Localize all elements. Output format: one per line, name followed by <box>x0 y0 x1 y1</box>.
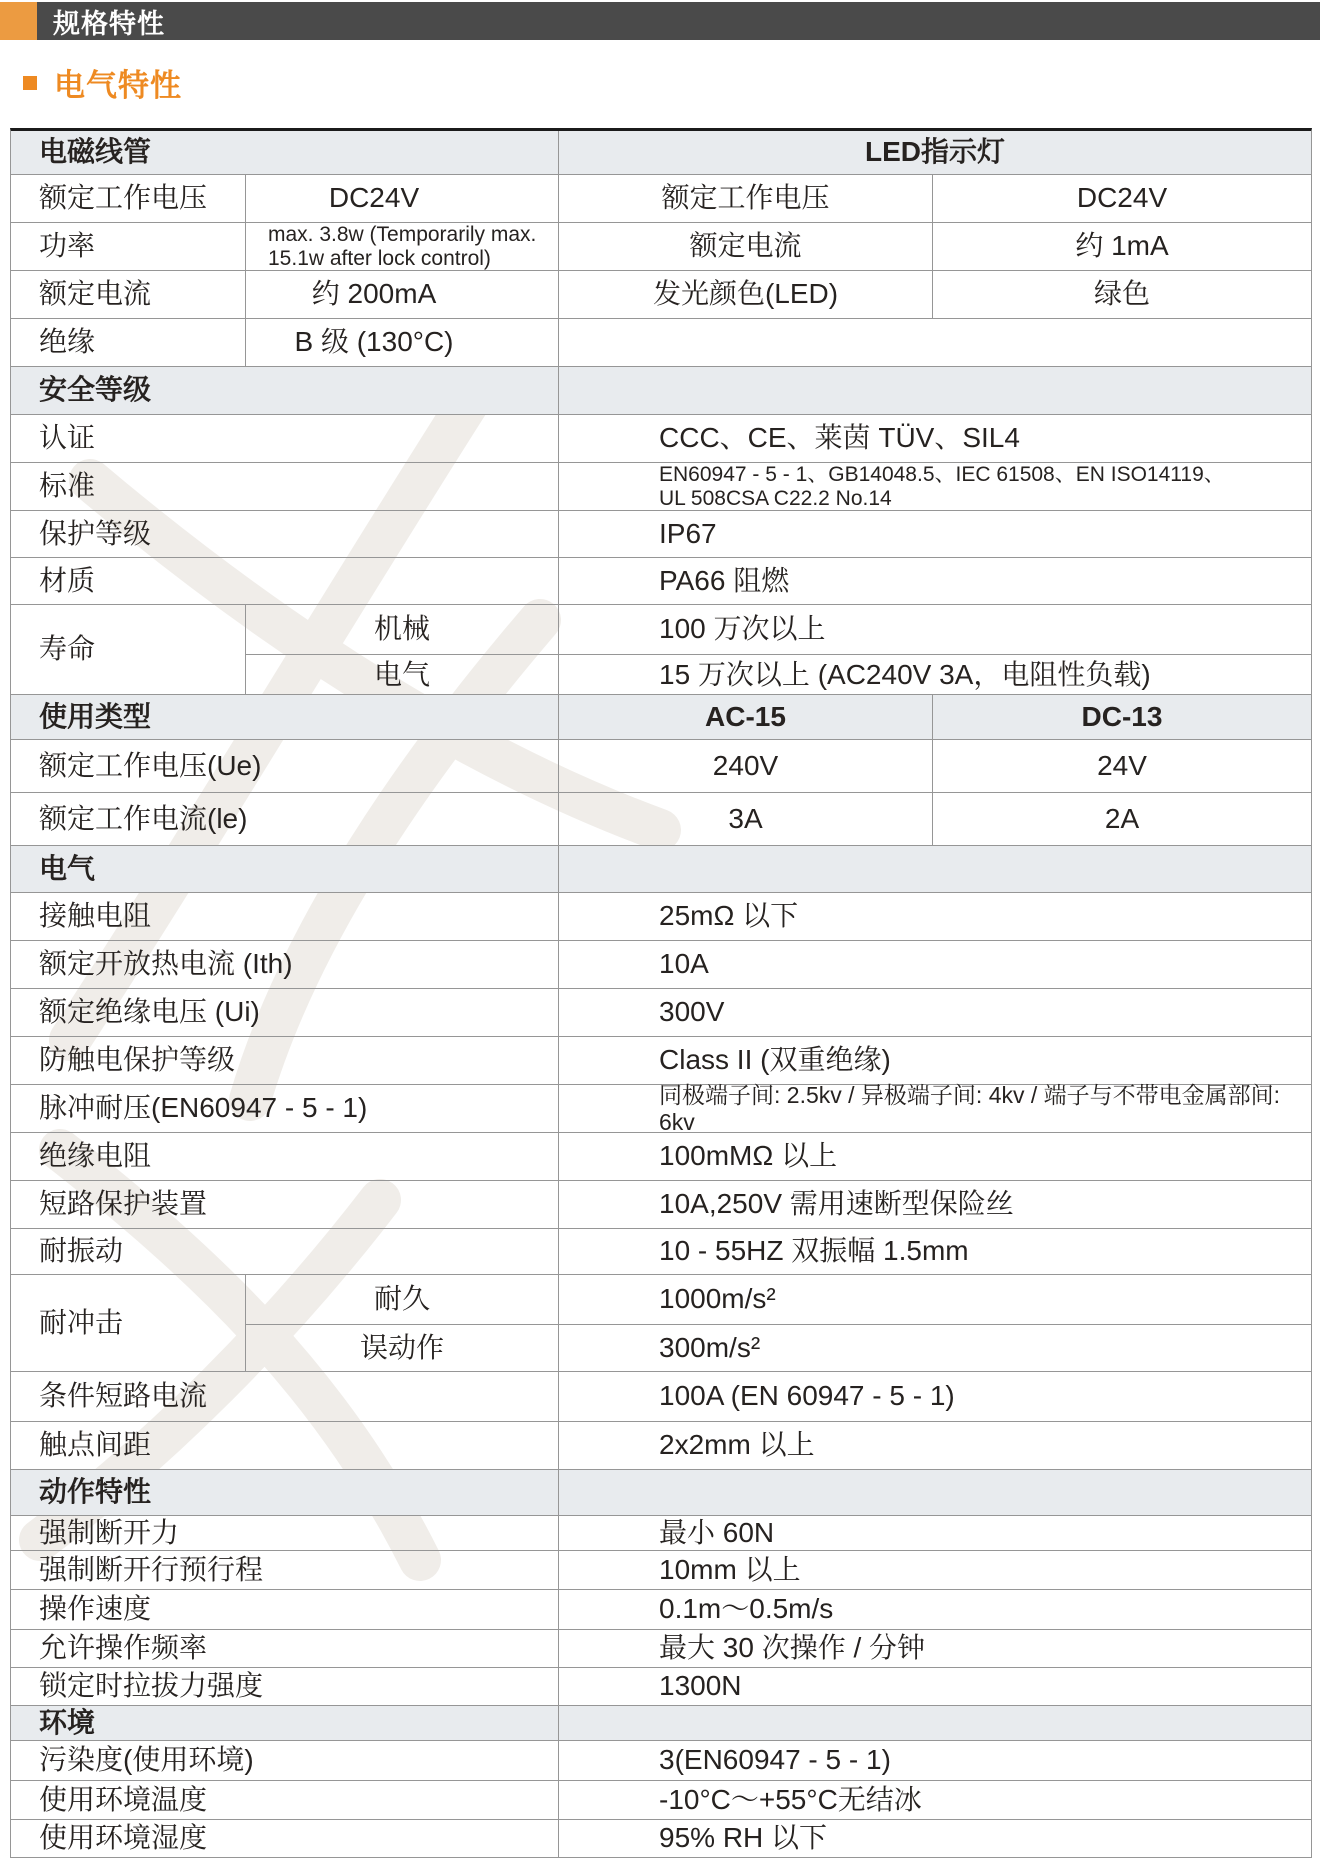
table-row-group <box>11 1275 1311 1372</box>
row-value: 同极端子间: 2.5kv / 异极端子间: 4kv / 端子与不带电金属部间: 6kv <box>659 1082 1281 1135</box>
row-value: 1300N <box>659 1670 742 1702</box>
row-label: 接触电阻 <box>11 893 559 940</box>
row-value: 最小 60N <box>659 1516 775 1548</box>
row-value: IP67 <box>659 517 717 549</box>
section-band-row <box>11 846 1311 893</box>
table-row <box>11 1229 1311 1275</box>
table-row <box>11 415 1311 463</box>
header-accent-block <box>0 2 37 40</box>
row-value: 100 万次以上 <box>659 613 826 645</box>
band-label: 动作特性 <box>11 1470 559 1515</box>
row-value: 24V <box>1097 749 1147 781</box>
sub-row-label: 电气 <box>246 655 559 695</box>
spec-table <box>10 128 1312 1858</box>
table-row <box>11 1551 1311 1590</box>
sub-row-label: 耐久 <box>246 1275 559 1324</box>
table-row <box>11 1181 1311 1229</box>
table-sub-row <box>246 1275 1311 1325</box>
table-sub-row <box>246 1325 1311 1372</box>
row-label: 额定工作电压 <box>559 175 933 222</box>
section-band-row <box>11 1470 1311 1516</box>
sub-row-label: 误动作 <box>246 1325 559 1372</box>
row-label: 额定工作电压(Ue) <box>11 740 559 792</box>
row-label: 强制断开力 <box>11 1516 559 1550</box>
row-value: 最大 30 次操作 / 分钟 <box>659 1632 926 1664</box>
table-row <box>11 175 1311 223</box>
row-value: 25mΩ 以下 <box>659 900 799 932</box>
row-value: DC24V <box>246 175 559 222</box>
row-value: 10 - 55HZ 双振幅 1.5mm <box>659 1235 969 1267</box>
section-header <box>23 60 182 105</box>
section-band-row <box>11 695 1311 740</box>
row-label: 寿命 <box>11 605 246 694</box>
page-title: 规格特性 <box>53 8 165 39</box>
table-sub-row <box>246 605 1311 655</box>
row-label: 锁定时拉拔力强度 <box>11 1668 559 1705</box>
row-label: 操作速度 <box>11 1590 559 1629</box>
table-row <box>11 941 1311 989</box>
section-band-row <box>11 1706 1311 1741</box>
row-value: CCC、CE、莱茵 TÜV、SIL4 <box>659 422 1020 454</box>
sub-row-label: 机械 <box>246 605 559 654</box>
table-row <box>11 511 1311 558</box>
table-row <box>11 1781 1311 1820</box>
table-row <box>11 1422 1311 1470</box>
row-value: 0.1m～0.5m/s <box>659 1593 834 1625</box>
row-label: 额定开放热电流 (Ith) <box>11 941 559 988</box>
band-label: 环境 <box>11 1706 559 1740</box>
row-value: 1000m/s² <box>659 1283 776 1315</box>
row-label: 额定电流 <box>11 271 246 318</box>
row-label: 绝缘 <box>11 319 246 366</box>
section-title: 电气特性 <box>54 68 182 103</box>
table-row <box>11 1133 1311 1181</box>
table-row <box>11 1668 1311 1706</box>
row-value: 240V <box>559 740 933 792</box>
table-row <box>11 1037 1311 1085</box>
row-value: 绿色 <box>1093 278 1150 310</box>
row-label: 认证 <box>11 415 559 462</box>
row-label: 耐振动 <box>11 1229 559 1274</box>
row-label: 脉冲耐压(EN60947 - 5 - 1) <box>11 1085 559 1132</box>
band-label: 电气 <box>11 846 559 892</box>
band-label: 安全等级 <box>11 367 559 414</box>
row-value: 2A <box>1104 802 1140 834</box>
band-empty-cell <box>559 1706 1311 1740</box>
row-label: 额定工作电流(le) <box>11 793 559 845</box>
table-row <box>11 271 1311 319</box>
row-label: 使用环境湿度 <box>11 1820 559 1857</box>
row-empty-cell <box>559 319 1311 366</box>
row-value: 300m/s² <box>659 1332 761 1364</box>
row-label: 允许操作频率 <box>11 1630 559 1667</box>
table-row <box>11 1820 1311 1858</box>
row-value: EN60947 - 5 - 1、GB14048.5、IEC 61508、EN ISO14119、 UL 508CSA C22.2 No.14 <box>659 462 1225 510</box>
row-value: 约 200mA <box>246 271 559 318</box>
row-label: 强制断开行预行程 <box>11 1551 559 1589</box>
band-label: LED指示灯 <box>864 136 1005 168</box>
row-value: 300V <box>659 996 725 1028</box>
section-bullet-icon <box>23 76 37 90</box>
row-label: 功率 <box>11 223 246 270</box>
sub-rows <box>246 1275 1311 1371</box>
row-label: 材质 <box>11 558 559 604</box>
row-label: 防触电保护等级 <box>11 1037 559 1084</box>
row-label: 标准 <box>11 463 559 510</box>
row-value: 10A <box>659 948 709 980</box>
page-header-bar <box>0 2 1320 40</box>
row-label: 使用环境温度 <box>11 1781 559 1819</box>
table-row <box>11 1516 1311 1551</box>
band-col-header: DC-13 <box>1081 700 1163 732</box>
table-row <box>11 893 1311 941</box>
row-value: 3(EN60947 - 5 - 1) <box>659 1744 891 1776</box>
band-empty-cell <box>559 367 1311 414</box>
row-label: 额定工作电压 <box>11 175 246 222</box>
table-row <box>11 740 1311 793</box>
row-value: DC24V <box>1076 182 1168 214</box>
band-empty-cell <box>559 846 1311 892</box>
row-value: 15 万次以上 (AC240V 3A，电阻性负载) <box>659 658 1151 690</box>
row-label: 保护等级 <box>11 511 559 557</box>
band-label: 使用类型 <box>11 695 559 739</box>
table-row <box>11 223 1311 271</box>
row-value: 10mm 以上 <box>659 1553 801 1585</box>
row-label: 绝缘电阻 <box>11 1133 559 1180</box>
row-value: max. 3.8w (Temporarily max. 15.1w after lock control) <box>246 223 559 270</box>
row-value: 10A,250V 需用速断型保险丝 <box>659 1188 1014 1220</box>
row-value: -10°C～+55°C无结冰 <box>659 1783 922 1815</box>
table-row <box>11 793 1311 846</box>
row-value: 2x2mm 以上 <box>659 1429 815 1461</box>
table-row <box>11 1590 1311 1630</box>
row-value: 95% RH 以下 <box>659 1822 828 1854</box>
row-label: 发光颜色(LED) <box>559 271 933 318</box>
row-value: 100A (EN 60947 - 5 - 1) <box>659 1380 955 1412</box>
row-value: 100mMΩ 以上 <box>659 1140 838 1172</box>
table-row <box>11 989 1311 1037</box>
section-band-row <box>11 131 1311 175</box>
band-label: 电磁线管 <box>11 131 559 174</box>
row-label: 触点间距 <box>11 1422 559 1469</box>
table-row <box>11 1082 1311 1135</box>
row-label: 额定绝缘电压 (Ui) <box>11 989 559 1036</box>
table-row <box>11 319 1311 367</box>
band-empty-cell <box>559 1470 1311 1515</box>
row-label: 条件短路电流 <box>11 1372 559 1421</box>
table-row <box>11 463 1311 511</box>
table-row <box>11 558 1311 605</box>
table-row <box>11 1630 1311 1668</box>
row-label: 额定电流 <box>559 223 933 270</box>
table-row-group <box>11 605 1311 695</box>
row-value: Class II (双重绝缘) <box>659 1044 891 1076</box>
row-label: 耐冲击 <box>11 1275 246 1371</box>
section-band-row <box>11 367 1311 415</box>
row-label: 短路保护装置 <box>11 1181 559 1228</box>
row-label: 污染度(使用环境) <box>11 1741 559 1780</box>
row-value: 3A <box>559 793 933 845</box>
table-row <box>11 1741 1311 1781</box>
sub-rows <box>246 605 1311 694</box>
row-value: B 级 (130°C) <box>246 319 559 366</box>
row-value: PA66 阻燃 <box>659 564 790 596</box>
table-sub-row <box>246 655 1311 695</box>
row-value: 约 1mA <box>1075 230 1169 262</box>
band-col-header: AC-15 <box>559 695 933 739</box>
table-row <box>11 1372 1311 1422</box>
